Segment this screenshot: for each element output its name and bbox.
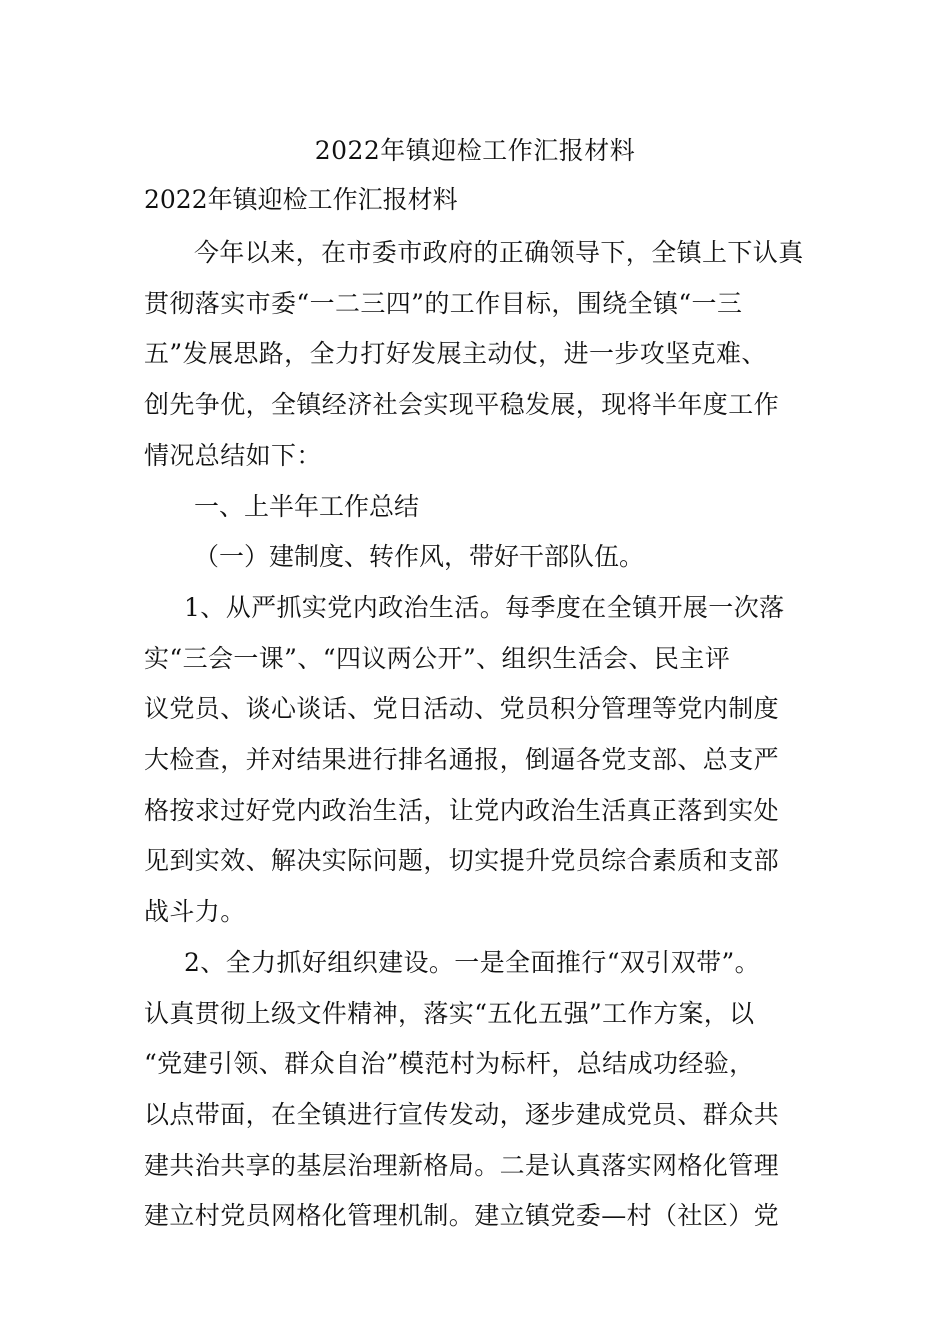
text-line: 今年以来，在市委市政府的正确领导下，全镇上下认真: [194, 238, 804, 267]
document-body: [144, 228, 806, 1242]
text-line: 贯彻落实市委“一二三四”的工作目标，围绕全镇“一三: [144, 288, 743, 318]
item2-paragraph: [144, 938, 806, 1242]
document-title: 2022年镇迎检工作汇报材料: [314, 136, 636, 165]
text-line: 议党员、谈心谈话、党日活动、党员积分管理等党内制度: [144, 694, 780, 724]
text-line: “党建引领、群众自治”模范村为标杆，总结成功经验，: [144, 1049, 755, 1079]
text-line: 格按求过好党内政治生活，让党内政治生活真正落到实处: [144, 795, 780, 825]
text-line: 创先争优，全镇经济社会实现平稳发展，现将半年度工作: [144, 390, 780, 420]
text-line: 大检查，并对结果进行排名通报，倒逼各党支部、总支严: [144, 745, 780, 775]
text-line: 战斗力。: [144, 897, 246, 927]
text-line: 情况总结如下：: [144, 440, 322, 470]
text-line: 建共治共享的基层治理新格局。二是认真落实网格化管理: [144, 1150, 780, 1180]
text-line: 以点带面，在全镇进行宣传发动，逐步建成党员、群众共: [144, 1099, 780, 1129]
text-line: 见到实效、解决实际问题，切实提升党员综合素质和支部: [144, 846, 780, 876]
text-line: 1、从严抓实党内政治生活。每季度在全镇开展一次落: [184, 592, 785, 622]
text-line: 实“三会一课”、“四议两公开”、组织生活会、民主评: [144, 643, 731, 673]
text-line: 建立村党员网格化管理机制。建立镇党委—村（社区）党: [144, 1201, 780, 1231]
subsection-heading: （一）建制度、转作风，带好干部队伍。: [194, 542, 645, 572]
text-line: 五”发展思路，全力打好发展主动仗，进一步攻坚克难、: [144, 339, 767, 369]
section-heading: 一、上半年工作总结: [194, 491, 420, 521]
text-line: 认真贯彻上级文件精神，落实“五化五强”工作方案，以: [144, 998, 755, 1028]
document-subtitle: 2022年镇迎检工作汇报材料: [144, 185, 458, 214]
intro-paragraph: [144, 228, 806, 482]
item1-paragraph: [144, 583, 806, 938]
text-line: 2、全力抓好组织建设。一是全面推行“双引双带”。: [184, 947, 761, 977]
